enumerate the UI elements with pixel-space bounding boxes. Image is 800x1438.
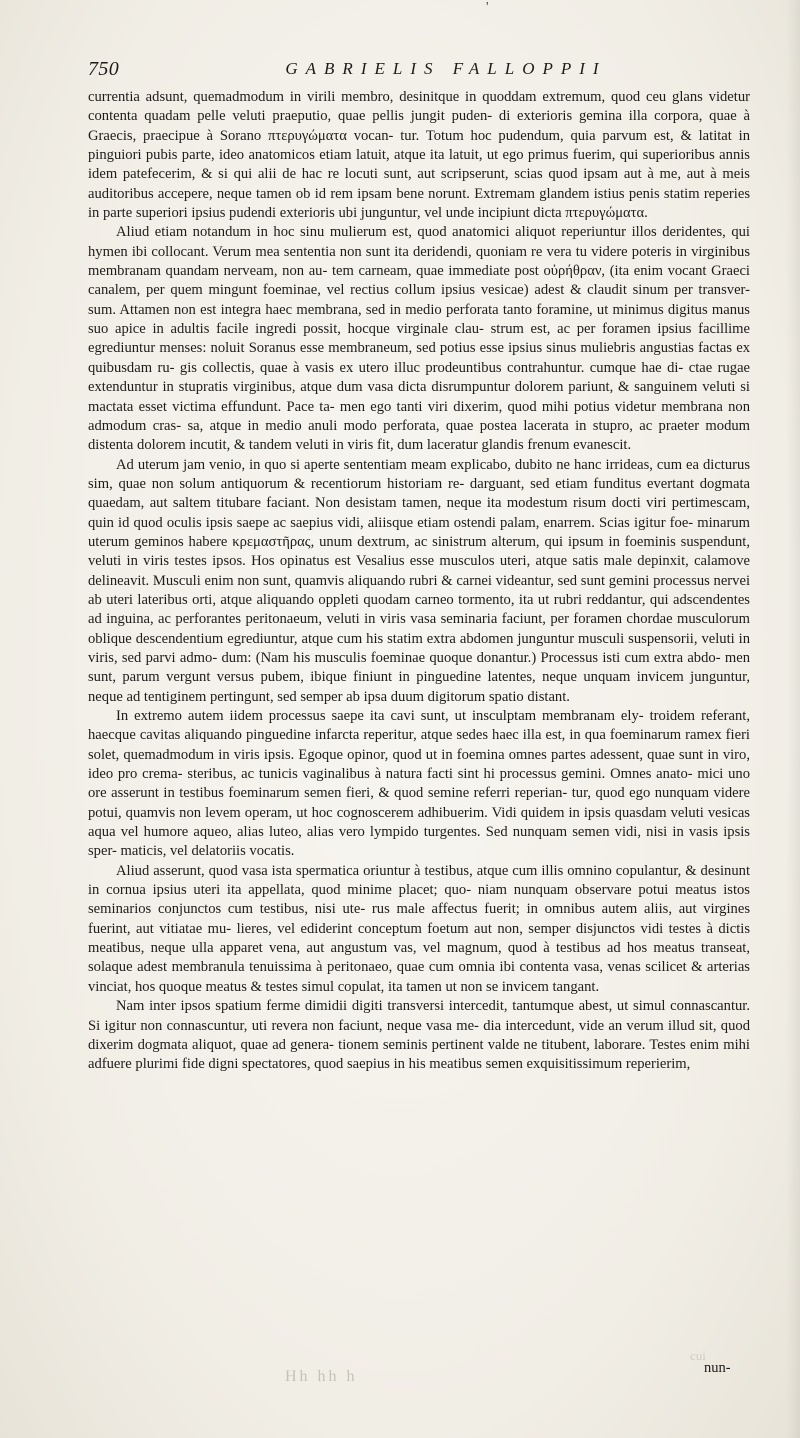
text-line: men ego tanti viri dixerim, quod mihi potius videtur membrana non admodum cras- (88, 398, 750, 434)
text-line: strum est, ac per foramen ipsius facillime egrediuntur menses: noluit Soranus esse (88, 321, 751, 357)
text-line: mingunt foeminae, vel rectius collum ipsius vesicae) adest & claudit sinum per transver- (208, 282, 750, 299)
text-line: faciunt, per foramen chordae musculorum oblique descendentium egrediuntur, atque cum (88, 611, 750, 647)
paragraph (88, 862, 750, 997)
text-line: aut à me, aut à meis auditoribus accepere, neque tamen ob id rem ipsam bene norunt. (88, 166, 750, 202)
text-line: quoniam re vera tu videre poteris in virginibus membranam quandam nerveam, non au- (88, 243, 750, 280)
top-mark: ' (486, 0, 489, 15)
text-line: gis collectis, quae à vasis ex utero illuc prodeuntibus contrahuntur. cumque hae di- (179, 359, 684, 376)
text-line: currentia adsunt, quemadmodum in virili membro, desinitque in quoddam extremum, (88, 89, 606, 105)
text-line: Nam inter ipsos spatium ferme dimidii digiti transversi intercedit, tantumque abest, ut (116, 998, 629, 1015)
text-line: musculos uteri, atque satis male depinxit, calamove delineavit. Musculi enim non sunt, (88, 553, 750, 589)
text-line: hos meatus transeat, solaque adest membranula tenuissima à peritonaeo, quae cum omnia (88, 940, 750, 976)
paragraph (88, 456, 750, 707)
text-line: mici uno ore asserunt in testibus foeminarum semen fieri, & quod semine referri reperian- (88, 766, 750, 802)
text-line: Extremam glandem istius penis statim reperies in parte superiori ipsius pudendi exterioris (88, 185, 750, 222)
text-line: lieres, vel ediderint conceptum foetum aut non, semper disjunctos vidi testes à dictis (236, 920, 750, 937)
text-line: In extremo autem iidem processus saepe ita cavi sunt, ut insculptam membranam ely- (116, 708, 644, 724)
text-line: frenum evanescit. (527, 437, 632, 454)
text-line: ibi contenta vasa, venas scilicet & arterias vinciat, hos quoque meatus & testes simul (88, 959, 750, 995)
paragraph (88, 707, 750, 862)
text-line: Non desistam tamen, neque ita modestum risum docti viri pertimescam, quin id quod (88, 495, 750, 531)
catchword: nun- (704, 1360, 731, 1376)
text-line: Ad uterum jam venio, in quo si aperte sententiam meam explicabo, dubito ne hanc (116, 456, 602, 473)
text-line: tur. Totum hoc pudendum, quia parvum est, & latitat in pinguiori pubis parte, ideo (88, 127, 750, 164)
text-line: dolorem pariunt, & sanguinem veluti si mactata esset victima effundunt. Pace ta- (88, 379, 750, 415)
text-line: men sunt, parum vergunt versus pubem, ibique finiunt in pinguedine latentes, neque (88, 649, 750, 686)
text-line: minarum uterum geminos habere κρεμαστῆρας, unum dextrum, ac sinistrum alterum, qui (88, 514, 750, 550)
text-line: simul connascantur. Si igitur non connascuntur, uti revera non faciunt, neque vasa me- (88, 998, 750, 1034)
bleed-through-text: Hh hh h (285, 1368, 358, 1385)
paragraph (88, 223, 750, 455)
text-line: dum: (Nam his musculis foeminae quoque donantur.) Processus isti cum extra abdo- (221, 649, 721, 666)
text-line: ctae rugae extenduntur in stupratis virginibus, atque dum vasa dicta disrumpuntur (88, 359, 751, 396)
text-line: tur, quod ego nunquam videre potui, quamvis non levem operam, ut hoc cognoscerem (88, 785, 750, 821)
text-line: qui adscendentes ad inguina, ac perforantes peritonaeum, veluti in viris vasa seminaria (88, 591, 750, 628)
text-line: darguant, sed etiam funditus evertant dogmata quaedam, aut saltem titubare faciant. (88, 475, 750, 512)
text-line: digitorum spatio distant. (427, 688, 570, 705)
bleed-through-text-2: cui (690, 1348, 706, 1363)
paragraph (88, 88, 750, 223)
text-line: idem patefecerim, & si qui alii de hac re locuti sunt, aut scripserunt, scias quod ipsam (88, 166, 619, 183)
text-line: tem carneam, quae immediate post οὐρήθραν, (ita enim vocant Graeci canalem, per quem (88, 263, 750, 299)
body-text (88, 88, 750, 1075)
text-line: tionem seminis pertinent valde ne titubent, laborare. Testes enim mihi adfuere plurimi (88, 1036, 750, 1073)
text-line: Aliud asserunt, quod vasa ista spermatica oriuntur à testibus, atque cum illis omnino (116, 862, 612, 879)
text-line: his statim extra abdomen junguntur musculi suspensorii, veluti in viris, sed parvi admo- (88, 630, 750, 666)
text-line: fide digni spectatores, quod saepius in his meatibus semen exquisitissimum reperierim, (182, 1056, 691, 1073)
text-line: Aliud etiam notandum in hoc sinu mulierum est, quod anatomici aliquot reperiuntur (116, 224, 627, 241)
text-line: luteo, alias vero lympido turgentes. Sed nunquam semen vidi, nisi in vasis ipsis sper- (88, 824, 750, 860)
text-line: dia intercedunt, vide an verum illud sit, quod dixerim dogmata aliquot, quae ad genera- (88, 1017, 750, 1053)
text-line: illos deridentes, qui hymen ibi collocant. Verum mea sententia non sunt ita deridendi, (88, 224, 750, 260)
text-line: copulat, ita tamen ut non se invicem tangant. (337, 978, 600, 995)
text-line: sum. Attamen non est integra haec membrana, sed in medio perforata tanto foramine, (88, 301, 593, 318)
text-line: troidem referant, haecque cavitas aliquando pinguedine infarcta reperitur, atque sedes (88, 708, 750, 744)
text-line: quamvis aliquando rubri & carnei videantur, sed sunt gemini processus nervei ab uteri (88, 572, 750, 608)
paragraph (88, 997, 750, 1074)
text-line: anatomicos etiam latuit, atque ita latuit, ut ego primus fuerim, qui superioribus annis (248, 147, 750, 164)
text-line: ubi junguntur, vel unde incipiunt dicta πτερυγώματα. (338, 205, 648, 222)
text-line: ipsum in foeminis suspendunt, veluti in viris testes ipsos. Hos opinatus est Vesalius esse (88, 533, 750, 570)
text-line: opinor, quod ut in foemina omnes partes adessent, quae sunt in viro, ideo pro crema- (88, 746, 750, 783)
text-line: ut minimus digitus manus suo apice in adultis facile ingredi possit, hocque virginale clau- (88, 301, 750, 338)
text-line: adhibuerim. Vidi quidem in ipsis quasdam veluti vesicas aqua vel humore aqueo, alias (88, 804, 750, 841)
text-line: irrideas, cum ea dicturus sim, quae non solum antiquorum & recentiorum historiam re- (88, 456, 750, 492)
text-line: oculis ipsis saepe ac saepius vidi, aliisque etiam ostendi palam, enarrem. Scias igitur foe- (166, 514, 694, 531)
text-line: meatibus, neque ulla apparet vena, aut angustum vas, vel magnum, quod à testibus ad (88, 940, 621, 957)
text-line: haec illa est, in qua foeminarum ramex fieri solet, quemadmodum in viris ipsis. Egoque (88, 727, 750, 763)
text-line: di exterioris gemina illa corpora, quae à Graecis, praecipue à Sorano πτερυγώματα vocan- (88, 108, 750, 144)
text-line: membraneum, sed potius esse ipsius sinus muliebris angustias factas ex quibusdam ru- (88, 340, 750, 376)
text-line: maticis, vel delatoriis vocatis. (120, 843, 295, 860)
running-title: GABRIELIS FALLOPPII (285, 59, 607, 78)
text-line: rus male affectus fuerit; in omnibus autem aliis, aut virgines fuerint, aut vitiatae mu- (88, 901, 750, 937)
text-line: copulantur, & desinunt in cornua ipsius uteri ita appellata, quod minime placet; quo- (88, 862, 751, 899)
text-line: quod ceu glans videtur contenta quadam pelle veluti praeputio, quae pellis jungit puden- (88, 89, 750, 125)
text-line: modum distenta dolorem incutit, & tandem veluti in viris fit, dum laceratur glandis (88, 417, 751, 454)
text-line: niam nunquam observare potui meatus istos seminarios conjunctos cum testibus, nisi ute- (88, 882, 750, 918)
page-edge-shadow (786, 0, 800, 1438)
text-line: steribus, ac tunicis vaginalibus à natura facti sint hi processus gemini. Omnes anato- (187, 766, 693, 783)
page-number: 750 (88, 58, 120, 80)
text-line: sa, atque in medio anuli modo perforata, quae postea lacerata in stupro, ac praeter (187, 417, 700, 434)
text-line: unquam invicem junguntur, neque ad tentiginem pertingunt, sed semper ab ipsa duum (88, 669, 750, 705)
text-line: lateribus orti, atque aliquando oppleti quodam carneo tormento, ita ut rubri reddantur, (137, 591, 646, 608)
